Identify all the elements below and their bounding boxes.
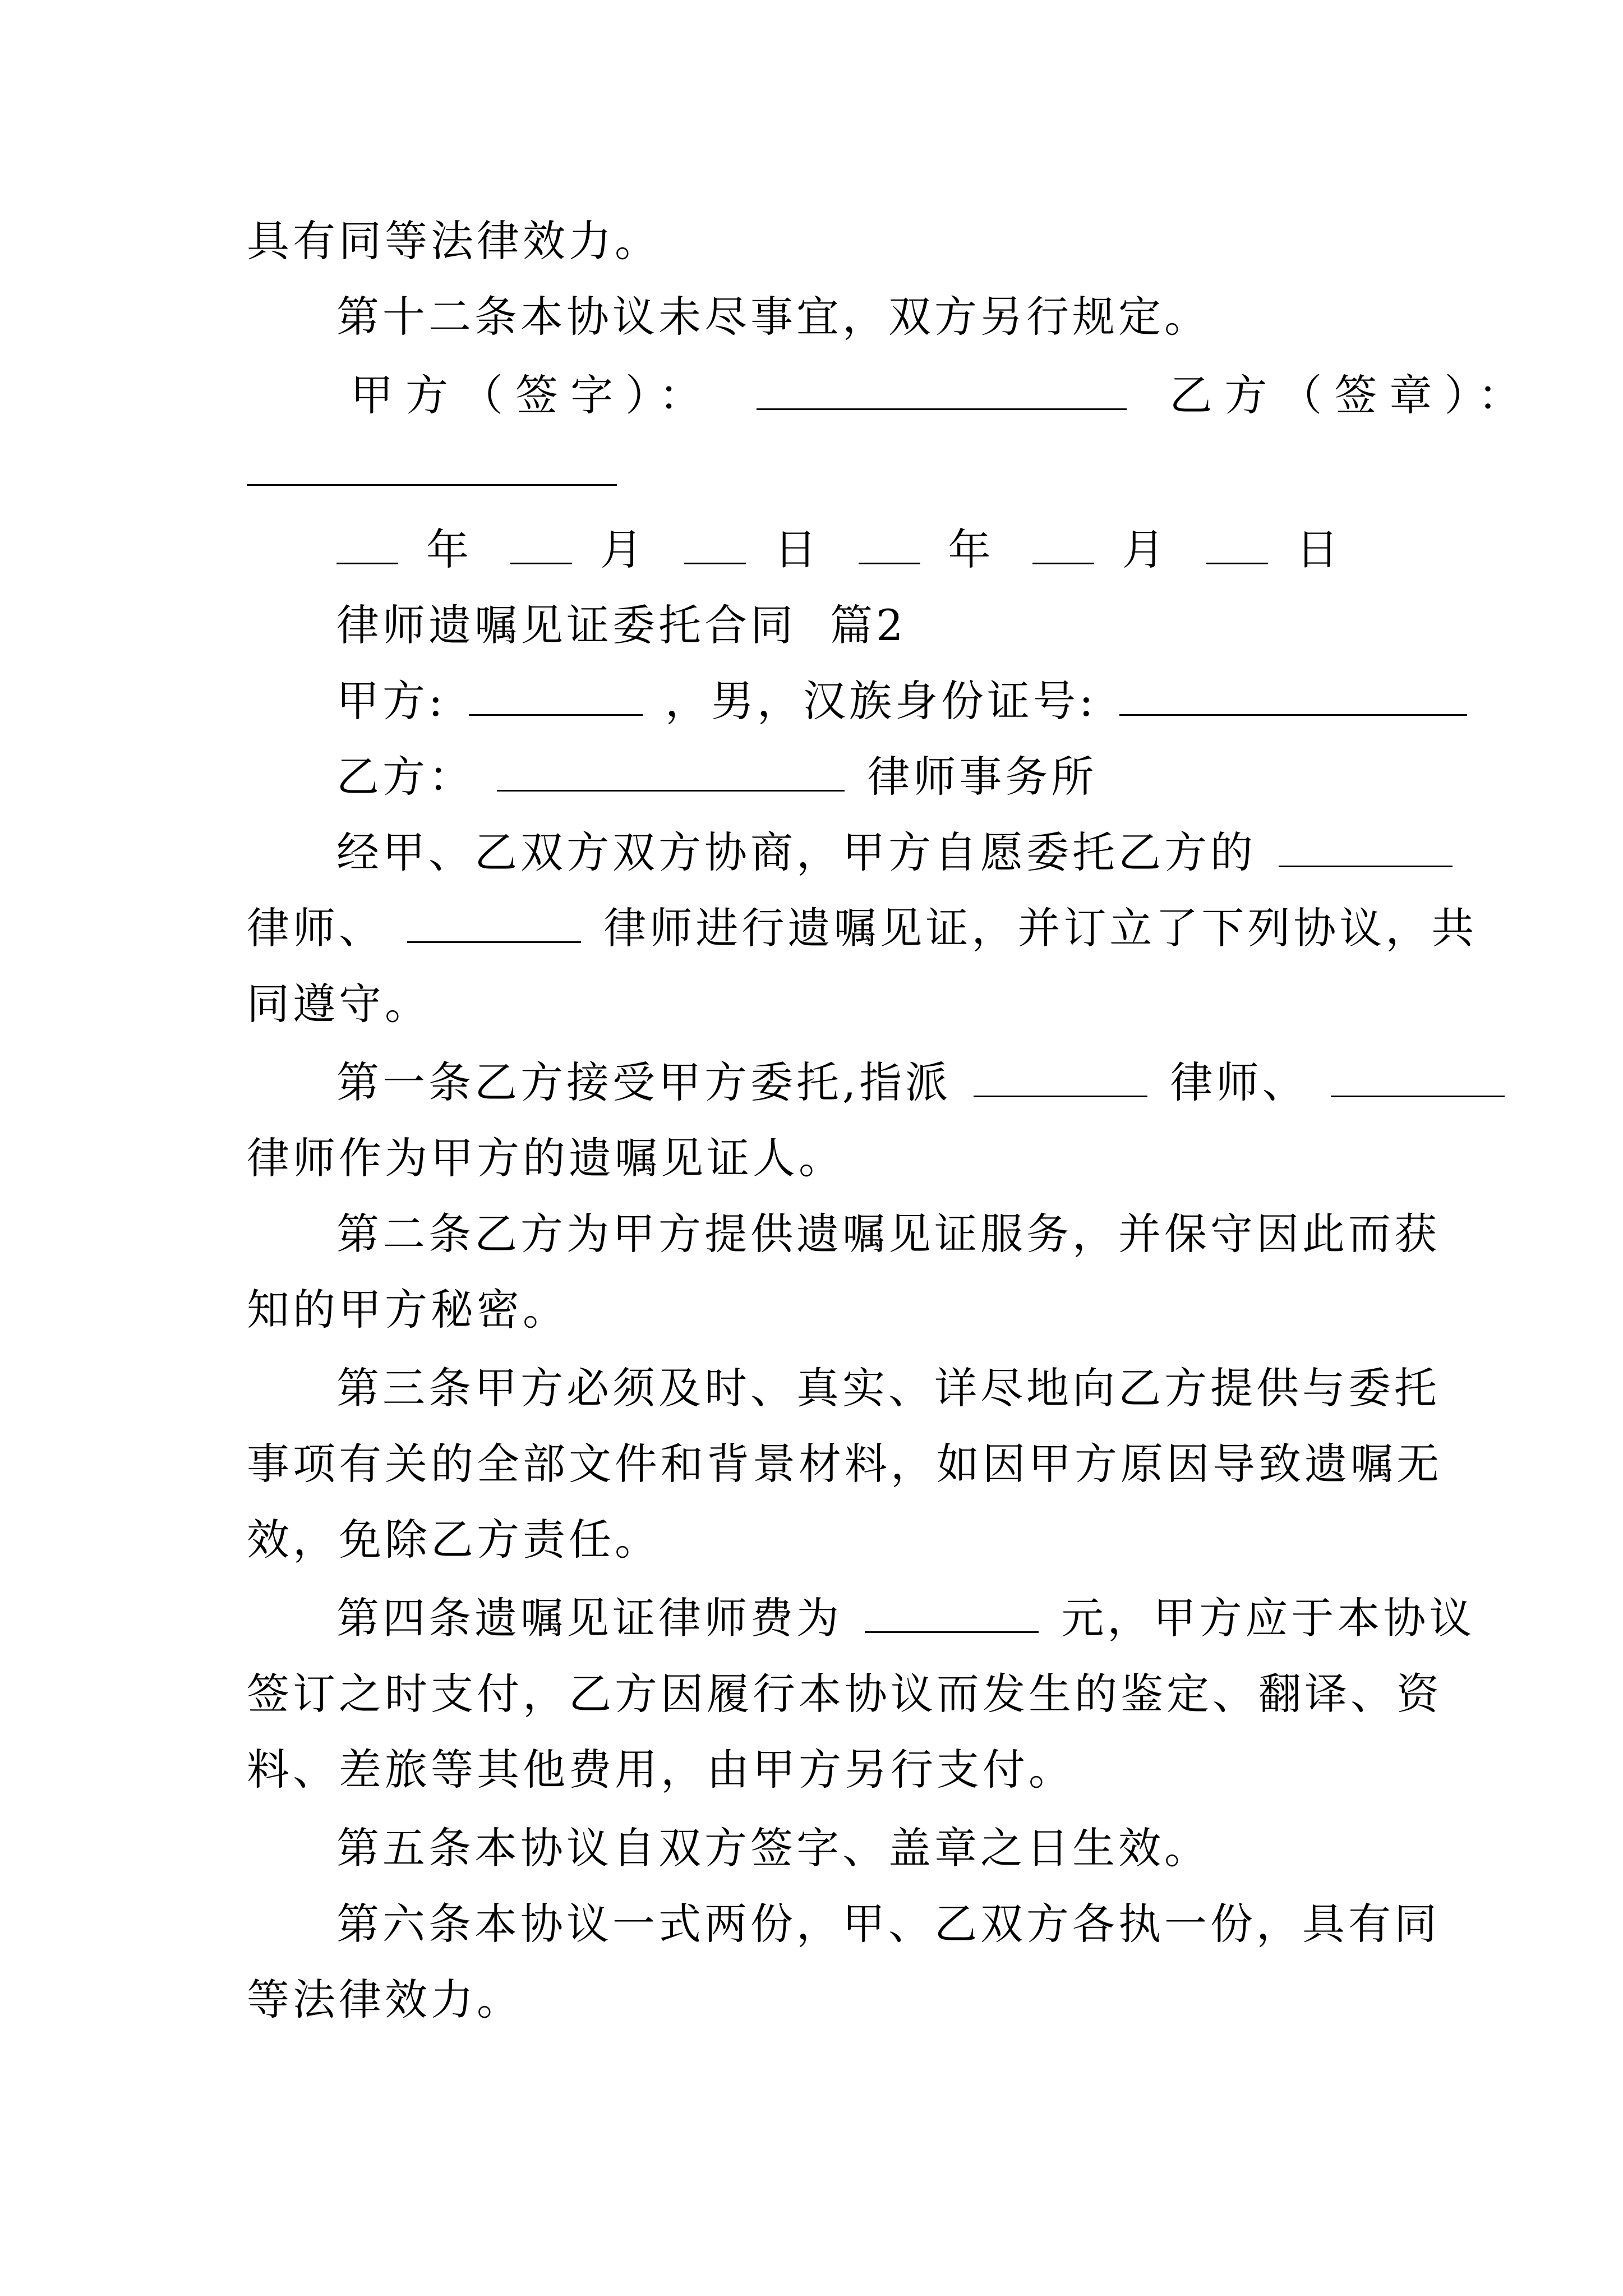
party-b-signature-blank-line	[247, 443, 617, 499]
party-b-firm-blank	[497, 751, 845, 792]
intro-lawyer-blank-1	[1279, 826, 1453, 867]
year-blank-2	[859, 523, 920, 564]
article-4-line-3: 料、差旅等其他费用，由甲方另行支付。	[247, 1745, 1075, 1795]
article-1-line-2: 律师作为甲方的遗嘱见证人。	[247, 1133, 845, 1183]
signature-line	[351, 367, 1533, 424]
intro-lawyer-blank-2	[407, 902, 581, 943]
party-a-name-blank	[469, 675, 643, 716]
article-1-lawyer-blank-2	[1331, 1056, 1505, 1097]
intro-part-3: 律师进行遗嘱见证，并订立了下列协议，共	[603, 903, 1478, 953]
section-title	[336, 597, 907, 654]
date-line	[336, 522, 1344, 578]
party-a-signature-label: 甲方（签字）：	[351, 370, 714, 420]
month-label: 月	[600, 524, 643, 574]
article-3-line-3: 效，免除乙方责任。	[247, 1515, 661, 1565]
article-3-line-2: 事项有关的全部文件和背景材料，如因甲方原因导致遗嘱无	[247, 1439, 1442, 1489]
party-a-id-blank	[1119, 675, 1467, 716]
party-a-prefix: 甲方:	[336, 676, 446, 726]
party-b-prefix: 乙方：	[336, 752, 474, 802]
year-blank	[336, 523, 398, 564]
intro-line-2	[247, 900, 1477, 956]
article-4-part-2: 元，甲方应于本协议	[1061, 1593, 1476, 1643]
article-6-line-1: 第六条本协议一式两份，甲、乙双方各执一份，具有同	[336, 1899, 1440, 1949]
party-b-suffix: 律师事务所	[867, 752, 1098, 802]
intro-part-1: 经甲、乙双方双方协商，甲方自愿委托乙方的	[336, 827, 1256, 877]
article-2-line-1: 第二条乙方为甲方提供遗嘱见证服务，并保守因此而获	[336, 1209, 1440, 1259]
party-a-signature-blank	[757, 369, 1127, 410]
article-12: 第十二条本协议未尽事宜，双方另行规定。	[336, 292, 1210, 342]
party-a-line	[336, 673, 1467, 729]
year-label-2: 年	[948, 524, 991, 574]
article-4-fee-blank	[865, 1592, 1039, 1633]
article-1-part-2: 律师、	[1170, 1057, 1308, 1107]
day-label-2: 日	[1295, 524, 1339, 574]
article-6-line-2: 等法律效力。	[247, 1975, 523, 2024]
article-2-line-2: 知的甲方秘密。	[247, 1285, 569, 1335]
article-3-line-1: 第三条甲方必须及时、真实、详尽地向乙方提供与委托	[336, 1363, 1440, 1413]
day-blank	[684, 523, 746, 564]
article-1-part-1: 第一条乙方接受甲方委托,指派	[336, 1057, 952, 1107]
section-title-suffix: 篇2	[830, 600, 907, 650]
section-title-text: 律师遗嘱见证委托合同	[336, 600, 796, 650]
year-label: 年	[426, 524, 469, 574]
day-label: 日	[774, 524, 817, 574]
intro-part-2: 律师、	[247, 903, 385, 953]
article-5: 第五条本协议自双方签字、盖章之日生效。	[336, 1823, 1210, 1873]
party-a-middle: ，男，汉族身份证号:	[665, 676, 1097, 726]
article-4-part-1: 第四条遗嘱见证律师费为	[336, 1593, 842, 1643]
article-4-line-1	[336, 1590, 1475, 1646]
day-blank-2	[1206, 523, 1268, 564]
article-4-line-2: 签订之时支付，乙方因履行本协议而发生的鉴定、翻译、资	[247, 1669, 1442, 1719]
month-blank-2	[1032, 523, 1094, 564]
article-1-lawyer-blank-1	[974, 1056, 1147, 1097]
article-1-line-1	[336, 1055, 1505, 1111]
month-label-2: 月	[1122, 524, 1165, 574]
party-b-signature-label: 乙方（签章）：	[1169, 370, 1533, 420]
party-b-line	[336, 749, 1097, 805]
intro-line-3: 同遵守。	[247, 979, 431, 1029]
party-b-signature-blank	[247, 445, 617, 486]
text-line: 具有同等法律效力。	[247, 216, 661, 266]
intro-line-1	[336, 825, 1453, 881]
month-blank	[510, 523, 572, 564]
